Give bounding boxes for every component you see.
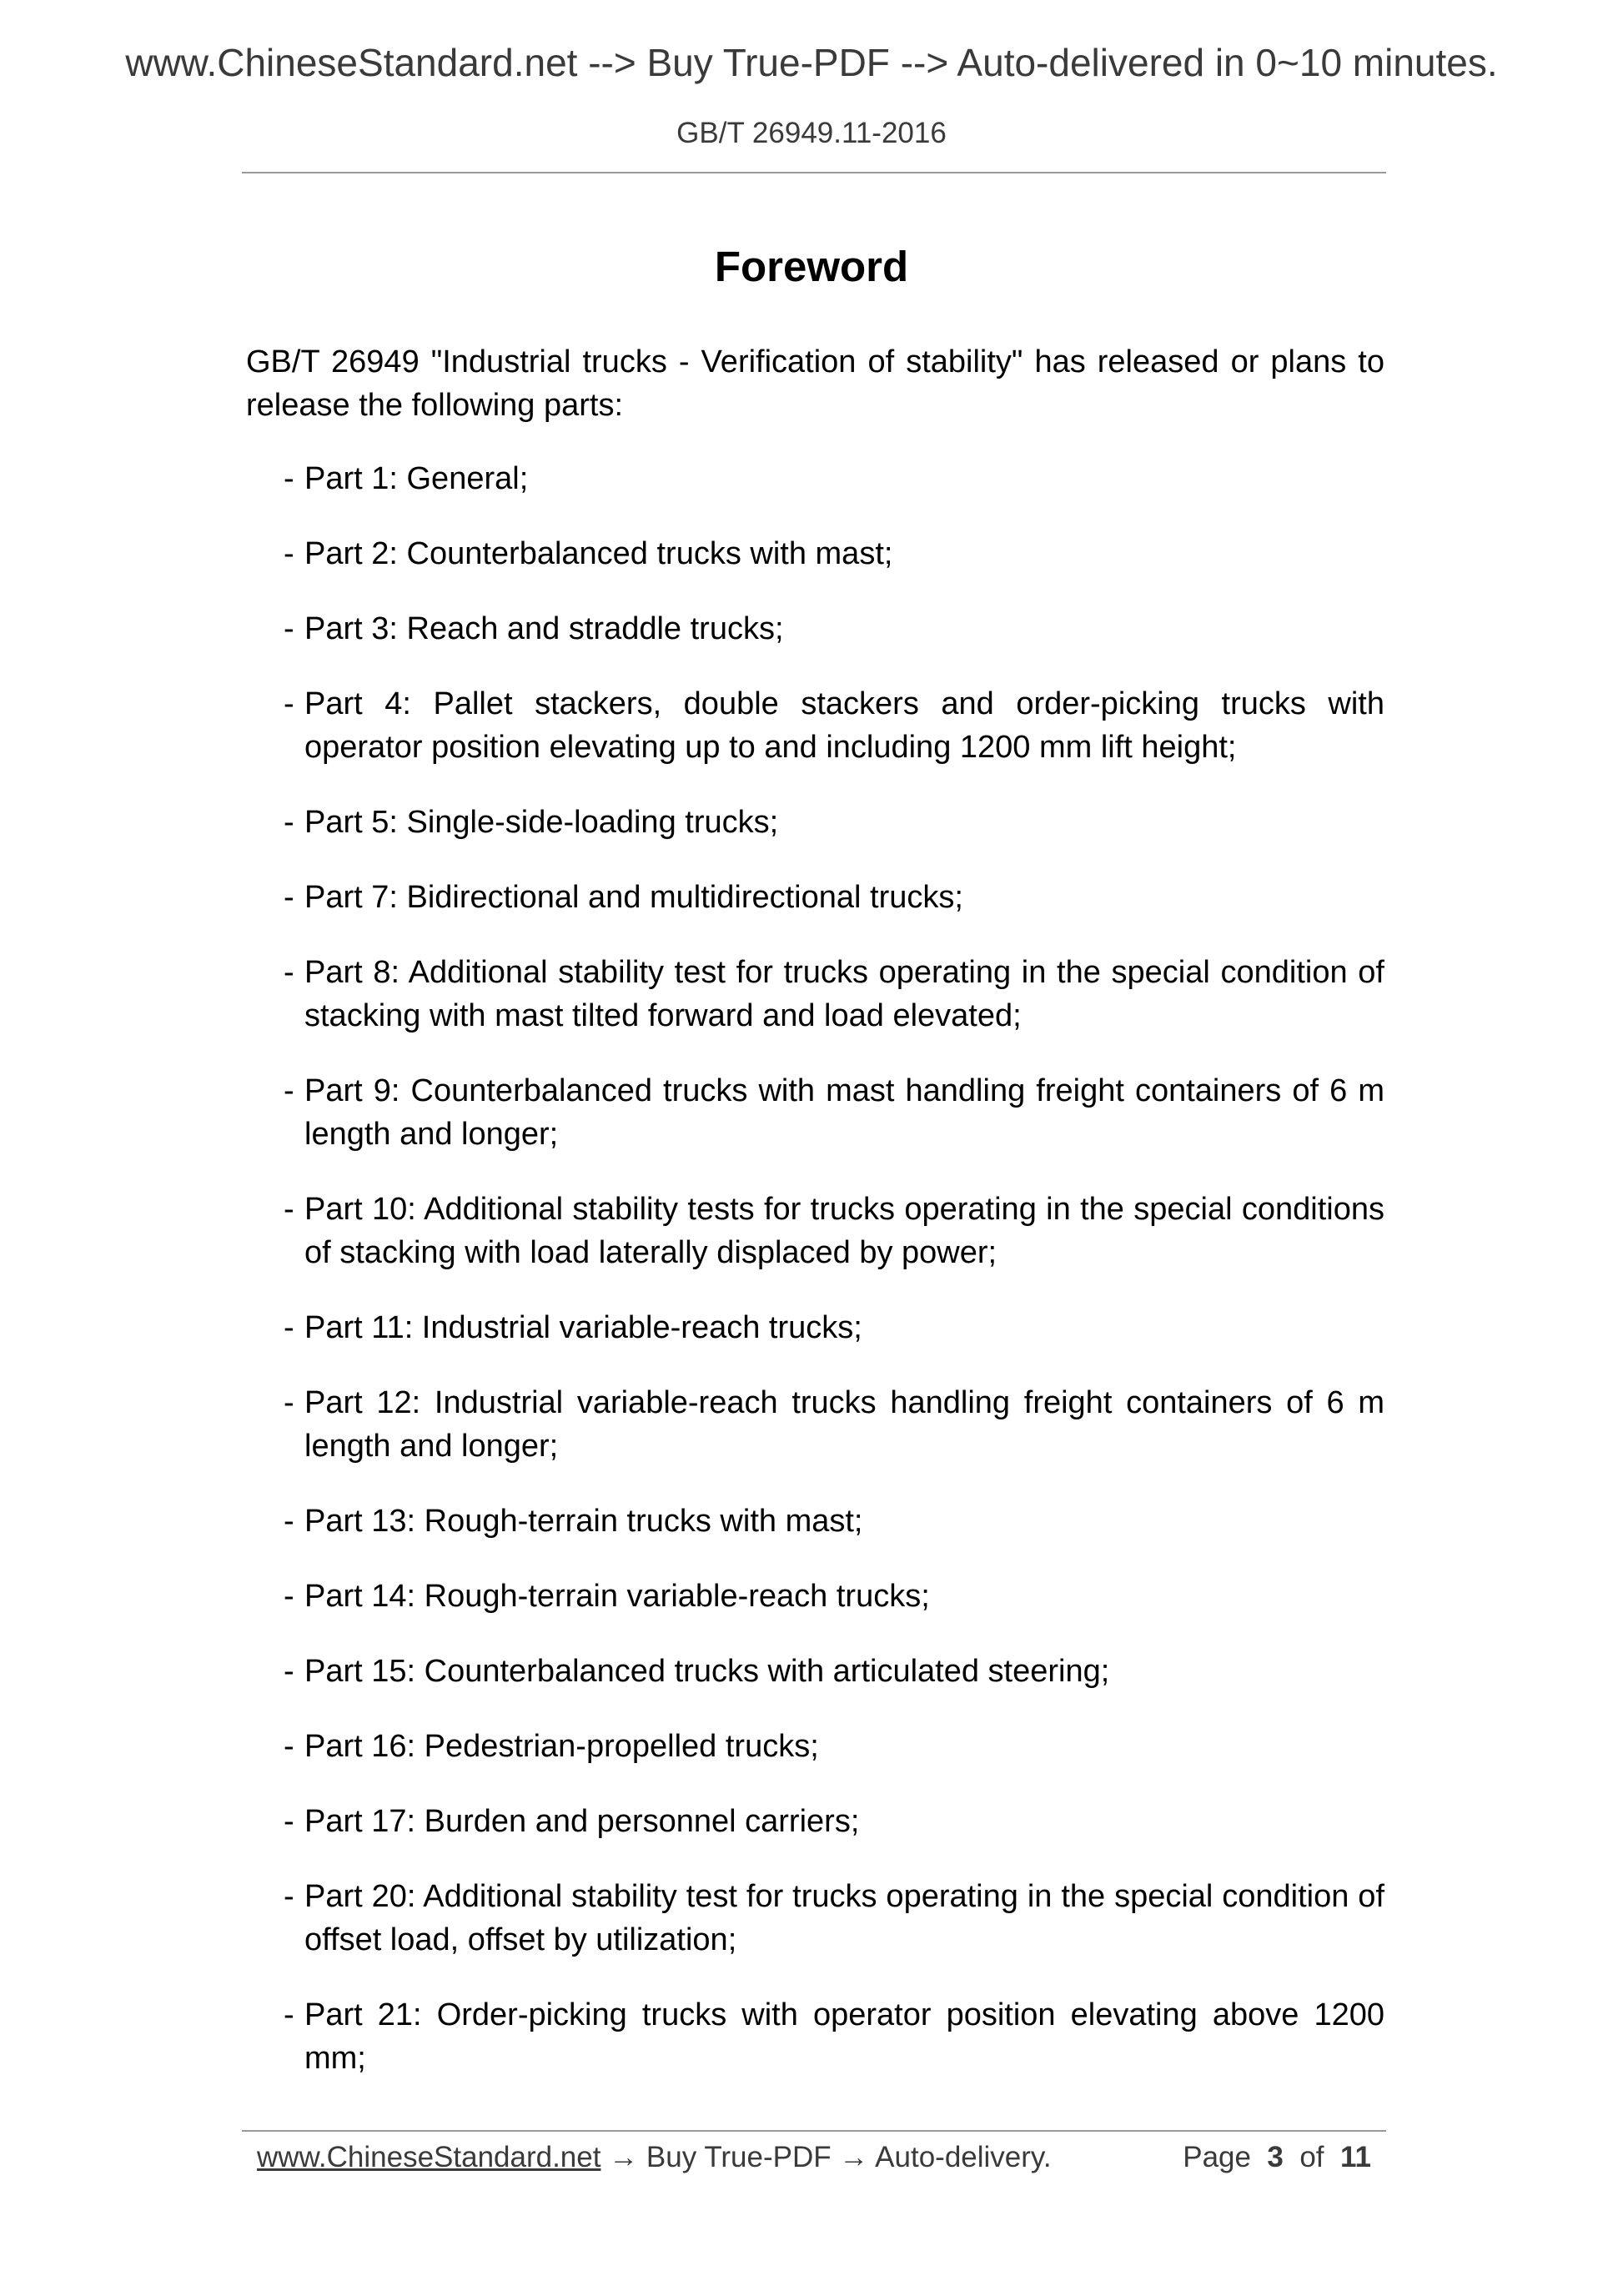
list-item-text: Part 14: Rough-terrain variable-reach trucks; — [304, 1579, 930, 1614]
list-bullet: - — [284, 1310, 294, 1345]
list-item — [284, 1069, 1384, 1156]
list-bullet: - — [284, 1804, 294, 1839]
list-bullet: - — [284, 1729, 294, 1764]
list-item — [284, 1800, 1384, 1843]
list-bullet: - — [284, 1654, 294, 1689]
list-item-text: Part 12: Industrial variable-reach trucks handling freight containers of 6 m length and longer; — [304, 1385, 1384, 1464]
list-item — [284, 1875, 1384, 1962]
page-title: Foreword — [714, 243, 909, 290]
list-item-text: Part 4: Pallet stackers, double stackers and order-picking trucks with operator position elevating up to and including 1200 mm lift height; — [304, 686, 1384, 765]
list-bullet: - — [284, 686, 294, 721]
list-item-text: Part 8: Additional stability test for trucks operating in the special condition of stacking with mast tilted forward and load elevated; — [304, 955, 1384, 1033]
page-number: 3 — [1267, 2141, 1284, 2173]
list-item — [284, 1575, 1384, 1618]
list-item-text: Part 2: Counterbalanced trucks with mast; — [304, 536, 893, 571]
list-item-text: Part 17: Burden and personnel carriers; — [304, 1804, 860, 1839]
list-item — [284, 1725, 1384, 1768]
list-item-text: Part 13: Rough-terrain trucks with mast; — [304, 1504, 863, 1539]
total-pages: 11 — [1340, 2141, 1371, 2173]
list-item-text: Part 7: Bidirectional and multidirectional trucks; — [304, 880, 963, 915]
list-bullet: - — [284, 1879, 294, 1914]
list-bullet: - — [284, 1504, 294, 1539]
list-bullet: - — [284, 955, 294, 990]
list-bullet: - — [284, 1385, 294, 1420]
list-item — [284, 1306, 1384, 1349]
list-bullet: - — [284, 461, 294, 496]
list-item — [284, 682, 1384, 769]
page-word: Page — [1183, 2141, 1251, 2173]
list-item — [284, 1188, 1384, 1274]
document-code: GB/T 26949.11-2016 — [676, 117, 947, 149]
list-item-text: Part 1: General; — [304, 461, 529, 496]
page-indicator — [1183, 2137, 1371, 2178]
list-bullet: - — [284, 880, 294, 915]
list-item-text: Part 10: Additional stability tests for trucks operating in the special conditions of stacking with load laterally displaced by power; — [304, 1192, 1384, 1270]
list-item — [284, 457, 1384, 500]
list-item — [284, 876, 1384, 919]
list-item-text: Part 11: Industrial variable-reach trucks; — [304, 1310, 862, 1345]
list-bullet: - — [284, 805, 294, 840]
list-item-text: Part 16: Pedestrian-propelled trucks; — [304, 1729, 819, 1764]
list-bullet: - — [284, 536, 294, 571]
list-item — [284, 607, 1384, 651]
header-divider — [242, 172, 1386, 173]
top-banner: www.ChineseStandard.net --> Buy True-PDF --> Auto-delivered in 0~10 minutes. — [125, 41, 1498, 84]
intro-paragraph: GB/T 26949 "Industrial trucks - Verification of stability" has released or plans to release the following parts: — [246, 344, 1384, 423]
list-item — [284, 1993, 1384, 2080]
parts-list — [284, 457, 1384, 2112]
footer-divider — [242, 2130, 1386, 2132]
list-item — [284, 801, 1384, 844]
list-bullet: - — [284, 1997, 294, 2032]
footer-left — [257, 2137, 1052, 2178]
list-bullet: - — [284, 1192, 294, 1227]
list-item — [284, 951, 1384, 1037]
list-bullet: - — [284, 1073, 294, 1108]
list-item-text: Part 20: Additional stability test for trucks operating in the special condition of offset load, offset by utilization; — [304, 1879, 1384, 1957]
list-item — [284, 1381, 1384, 1468]
list-item — [284, 1500, 1384, 1543]
footer-tagline: → Buy True-PDF → Auto-delivery. — [600, 2141, 1052, 2173]
list-item — [284, 532, 1384, 575]
list-item-text: Part 9: Counterbalanced trucks with mast handling freight containers of 6 m length and longer; — [304, 1073, 1384, 1152]
list-item-text: Part 5: Single-side-loading trucks; — [304, 805, 779, 840]
list-item — [284, 1650, 1384, 1693]
list-bullet: - — [284, 611, 294, 646]
list-bullet: - — [284, 1579, 294, 1614]
of-word: of — [1299, 2141, 1324, 2173]
page-footer — [257, 2137, 1374, 2178]
footer-website-link[interactable]: www.ChineseStandard.net — [257, 2141, 601, 2173]
list-item-text: Part 15: Counterbalanced trucks with articulated steering; — [304, 1654, 1110, 1689]
list-item-text: Part 21: Order-picking trucks with operator position elevating above 1200 mm; — [304, 1997, 1384, 2076]
list-item-text: Part 3: Reach and straddle trucks; — [304, 611, 784, 646]
